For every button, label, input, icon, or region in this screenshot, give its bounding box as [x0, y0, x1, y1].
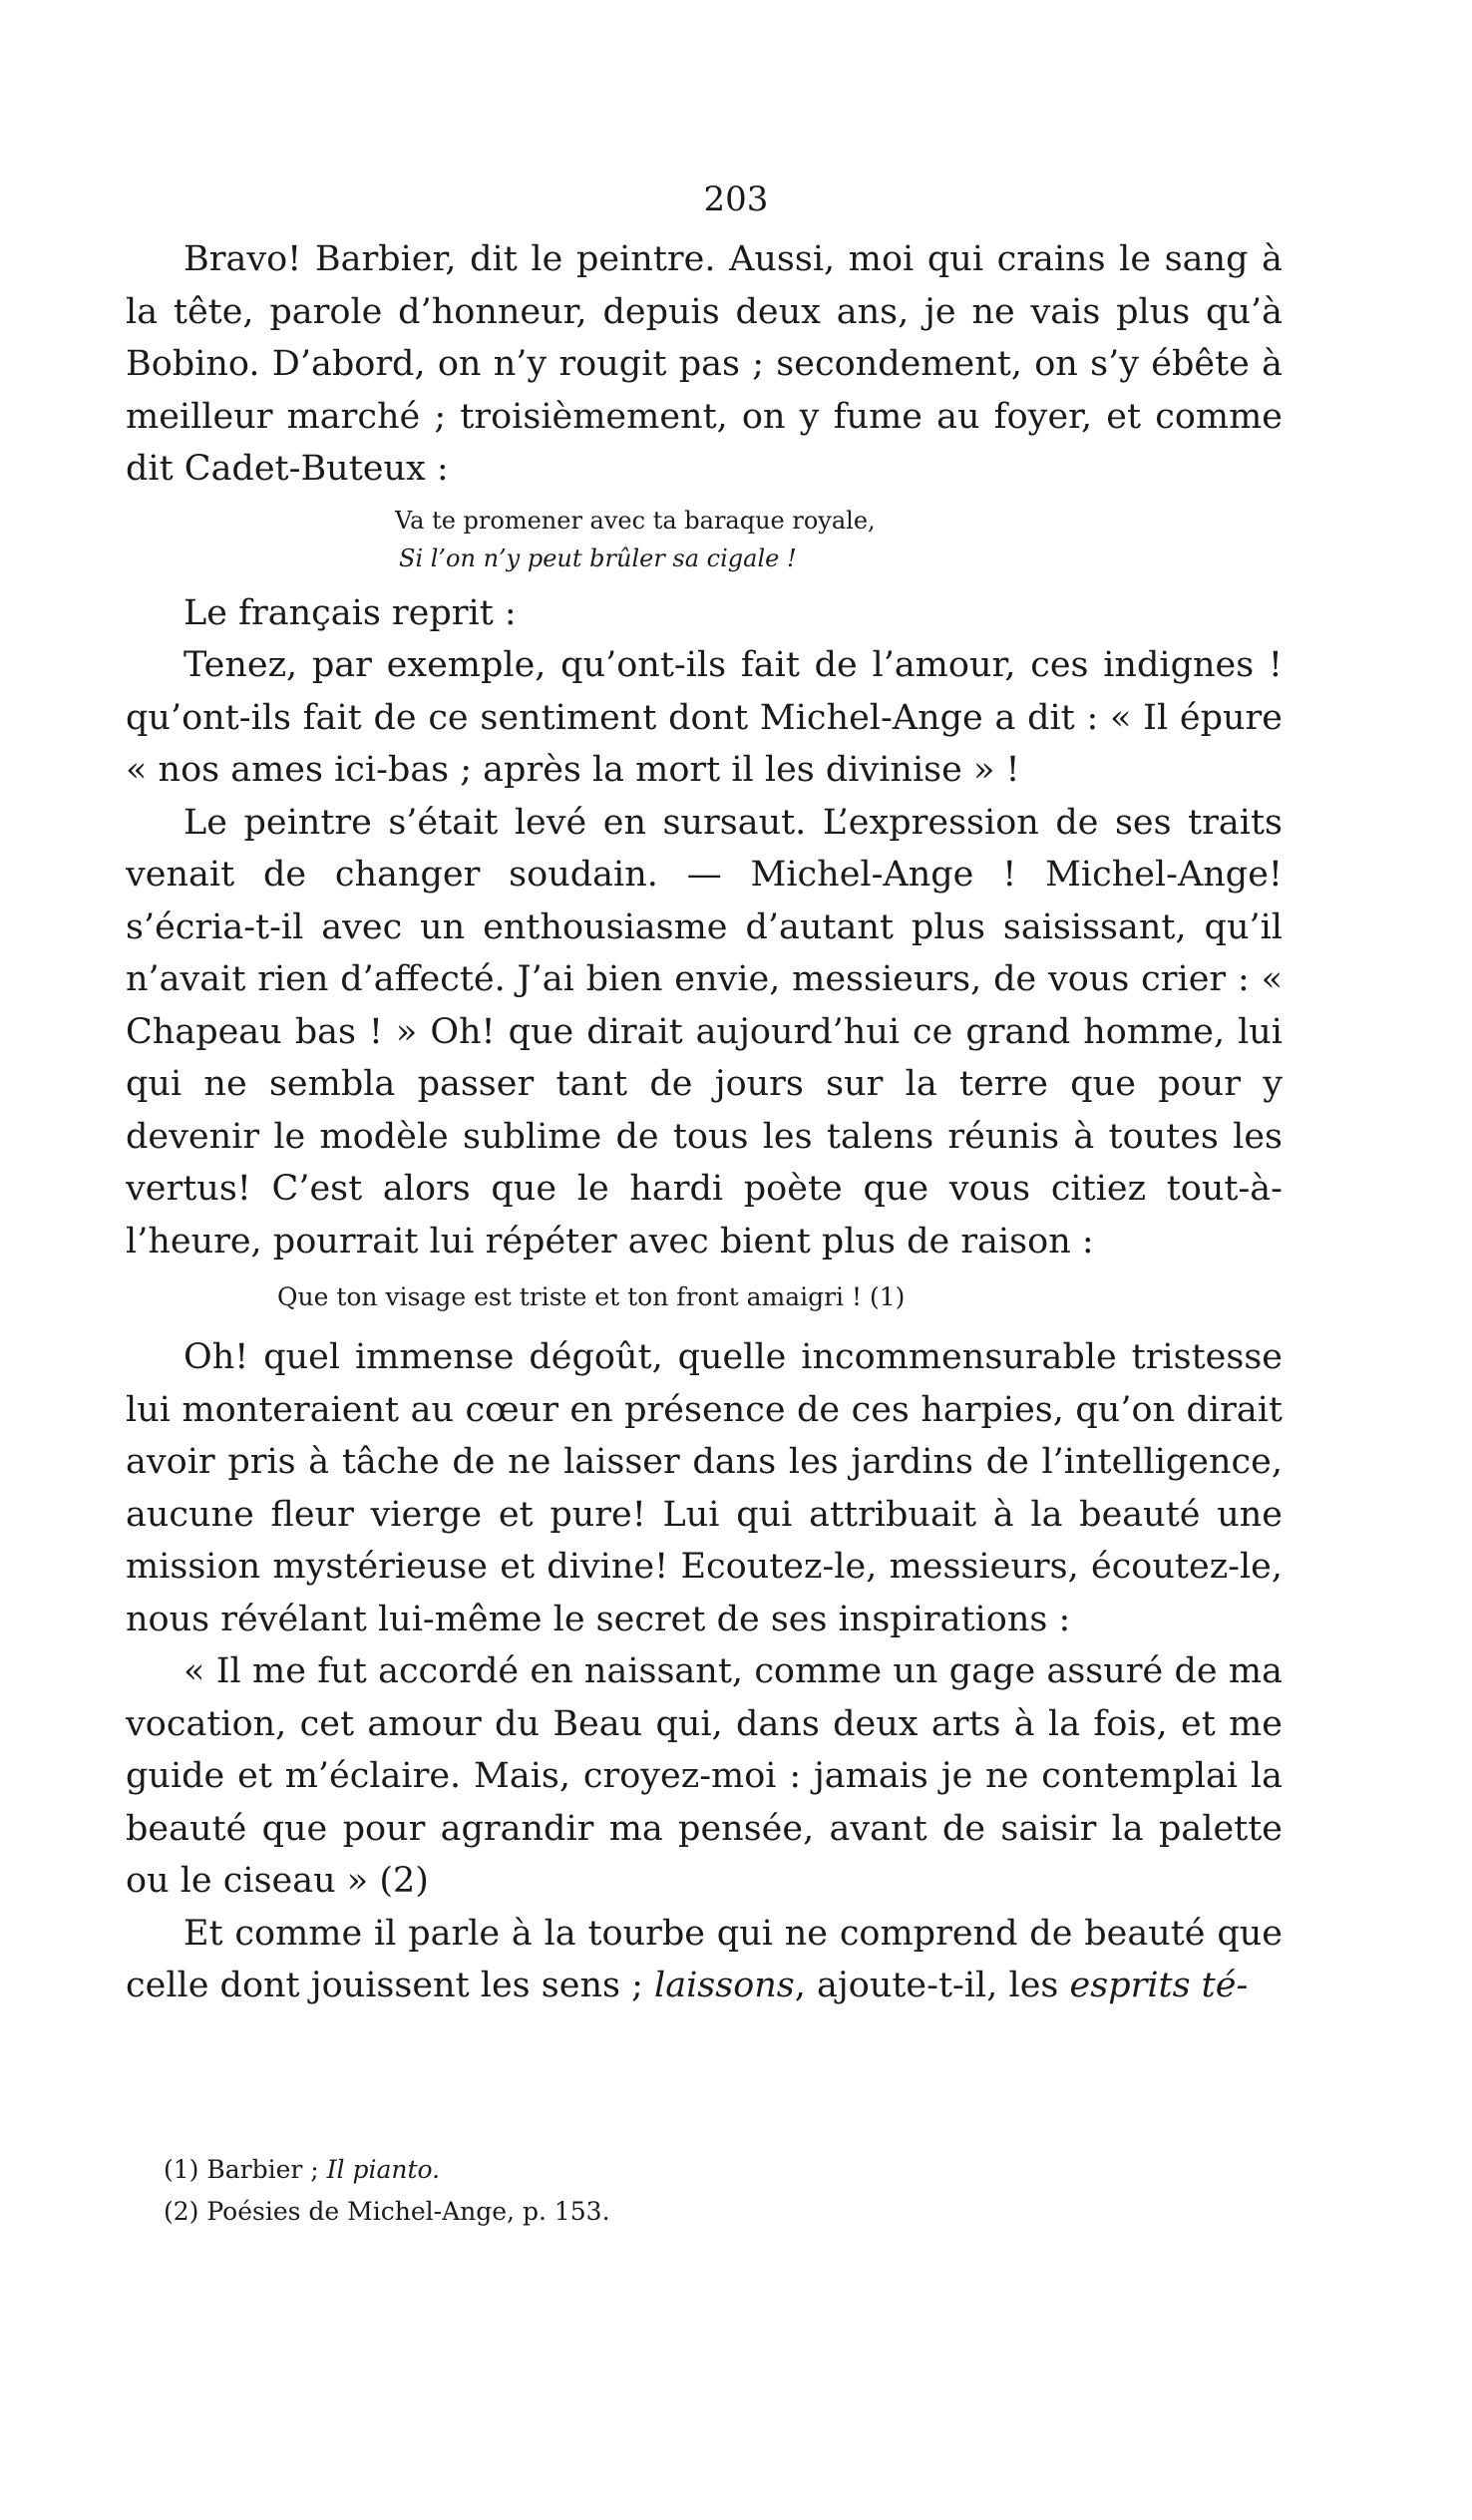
paragraph-7 — [126, 1908, 1283, 2012]
paragraph-7-mid: , ajoute-t-il, les — [794, 1966, 1059, 2005]
paragraph-4: Le peintre s’était levé en sursaut. L’expression de ses traits venait de changer soudain. — Michel-Ange ! Michel-Ange! s’écria-t-il avec un enthousiasme d’autant plus saisissant, qu’il n’avait rien d’affecté. J’ai bien envie, messieurs, de vous crier : « Chapeau bas ! » Oh! que dirait aujourd’hui ce grand homme, lui qui ne sembla passer tant de jours sur la terre que pour y devenir le modèle sublime de tous les talens réunis à toutes les vertus! C’est alors que le hardi poète que vous citiez tout-à-l’heure, pourrait lui répéter avec bient plus de raison : — [126, 802, 1283, 1261]
paragraph-7-start: Et comme il parle à la tourbe qui ne comprend de beauté que celle dont jouissent les sens ; — [126, 1913, 1283, 2005]
main-text — [126, 233, 1283, 2012]
verse-line-1: Va te promener avec ta baraque royale, — [395, 506, 876, 535]
paragraph-1: Bravo! Barbier, dit le peintre. Aussi, moi qui crains le sang à la tête, parole d’honneur, depuis deux ans, je ne vais plus qu’à Bobino. D’abord, on n’y rougit pas ; secondement, on s’y ébête à meilleur marché ; troisièmement, on y fume au foyer, et comme dit Cadet-Buteux : — [126, 239, 1283, 489]
footnote-1-marker: (1) — [164, 2155, 199, 2184]
page-number: 203 — [703, 180, 769, 219]
paragraph-7-italic-laissons: laissons — [654, 1966, 795, 2005]
paragraph-7-italic-esprits: esprits té- — [1069, 1966, 1249, 2005]
footnote-2-text: Poésies de Michel-Ange, p. 153. — [206, 2197, 610, 2226]
footnotes — [164, 2149, 610, 2233]
paragraph-5: Oh! quel immense dégoût, quelle incommensurable tristesse lui monteraient au cœur en présence de ces harpies, qu’on dirait avoir pris à tâche de ne laisser dans les jardins de l’intelligence, aucune fleur vierge et pure! Lui qui attribuait à la beauté une mission mystérieuse et divine! Ecoutez-le, messieurs, écoutez-le, nous révélant lui-même le secret de ses inspirations : — [126, 1337, 1283, 1639]
paragraph-6: « Il me fut accordé en naissant, comme un gage assuré de ma vocation, cet amour du Beau qui, dans deux arts à la fois, et me guide et m’éclaire. Mais, croyez-moi : jamais je ne contemplai la beauté que pour agrandir ma pensée, avant de saisir la palette ou le ciseau » (2) — [126, 1651, 1283, 1901]
footnote-1-text: Barbier ; — [206, 2155, 319, 2184]
footnote-1 — [164, 2149, 610, 2191]
footnote-2 — [164, 2191, 610, 2233]
paragraph-3: Tenez, par exemple, qu’ont-ils fait de l’amour, ces indignes ! qu’ont-ils fait de ce sentiment dont Michel-Ange a dit : « Il épure « nos ames ici-bas ; après la mort il les divinise » ! — [126, 645, 1283, 790]
footnote-2-marker: (2) — [164, 2197, 199, 2226]
footnote-1-title: Il pianto. — [326, 2155, 441, 2184]
verse-line-2 — [395, 540, 1283, 577]
verse-line-2-text: Si l’on n’y peut brûler sa cigale ! — [399, 543, 797, 572]
verse-line-3: Que ton visage est triste et ton front amaigri ! (1) — [277, 1282, 906, 1311]
paragraph-2: Le français reprit : — [184, 592, 517, 633]
verse-quote-cadet-buteux — [126, 502, 1283, 577]
verse-quote-barbier — [126, 1277, 1283, 1317]
